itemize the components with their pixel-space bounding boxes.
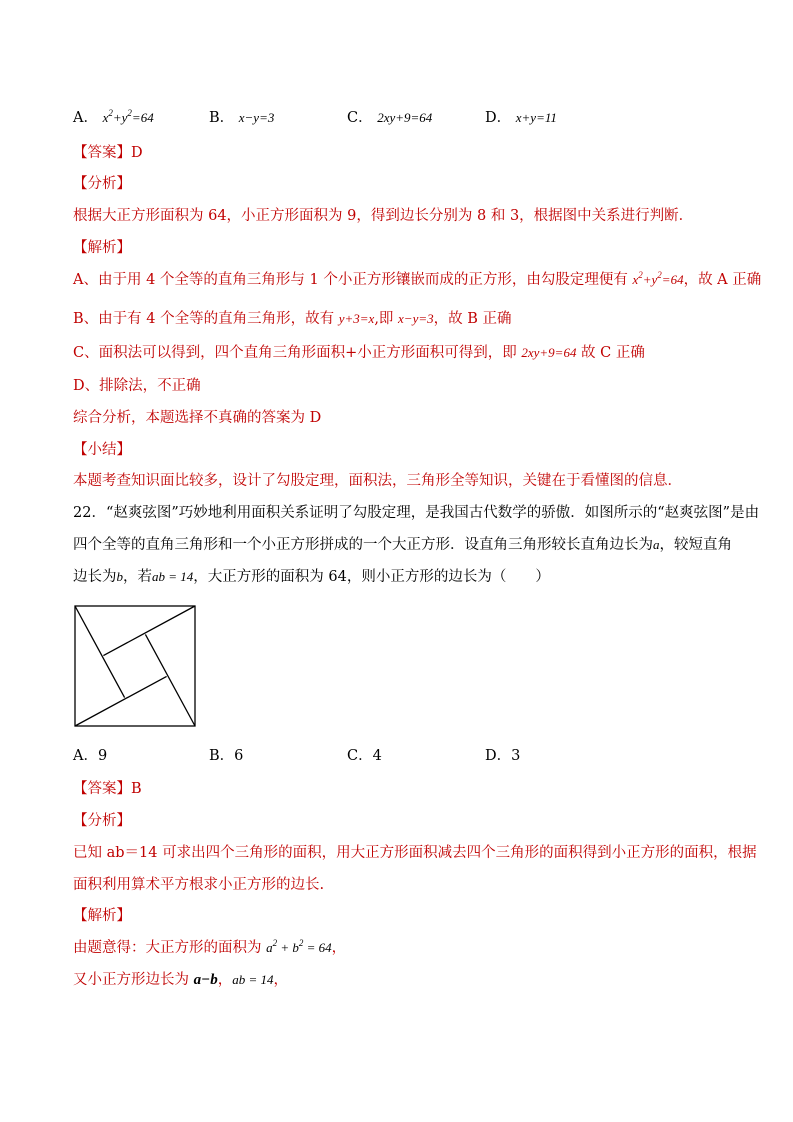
stem-condition: ab = 14	[152, 569, 194, 584]
q22-solution-line1	[73, 938, 346, 958]
outer-square	[75, 606, 195, 726]
q21-solution-c	[73, 343, 645, 363]
solution-math: ab = 14	[232, 972, 274, 987]
solution-math: $a^2 + b^2 = 64$	[266, 938, 332, 955]
q22-stem-line1: 22．“赵爽弦图”巧妙地利用面积关系证明了勾股定理，是我国古代数学的骄傲．如图所示的“赵爽弦图”是由	[73, 505, 760, 521]
q21-solution-b	[73, 309, 512, 329]
q21-solution-a	[73, 270, 761, 290]
q21-option-a	[73, 108, 154, 128]
option-letter: A．	[73, 748, 98, 764]
solution-text: ,即	[374, 311, 399, 327]
q21-summary-text: 本题考查知识面比较多，设计了勾股定理，面积法，三角形全等知识，关键在于看懂图的信息．	[73, 473, 682, 489]
q21-solution-d: D、排除法，不正确	[73, 378, 201, 394]
q21-answer	[73, 143, 143, 163]
triangle-edge	[75, 676, 167, 726]
solution-math: $x^2+y^2=64$	[632, 270, 684, 287]
q21-solution-label: 【解析】	[73, 240, 131, 256]
stem-text: ，大正方形的面积为 64，则小正方形的边长为（ ）	[193, 569, 550, 585]
stem-text: ，若	[123, 569, 152, 585]
option-text: 3	[511, 748, 521, 764]
q21-analysis-text: 根据大正方形面积为 64，小正方形面积为 9，得到边长分别为 8 和 3，根据图中关系进行判断．	[73, 208, 694, 224]
q22-option-d	[485, 746, 520, 766]
solution-text: ，故 B 正确	[433, 311, 512, 327]
q22-answer	[73, 779, 142, 799]
option-text: 9	[97, 748, 108, 764]
option-letter: D．	[485, 110, 512, 126]
answer-label: 【答案】	[73, 145, 131, 161]
solution-math-bold: a−b	[193, 972, 218, 988]
option-letter: C．	[347, 748, 373, 764]
q21-option-c	[347, 108, 432, 128]
triangle-edge	[75, 606, 125, 698]
q22-option-a	[73, 746, 107, 766]
option-letter: D．	[485, 748, 512, 764]
q21-conclusion: 综合分析，本题选择不真确的答案为 D	[73, 410, 322, 426]
stem-variable: a	[653, 537, 660, 552]
solution-text: 由题意得：大正方形的面积为	[73, 940, 267, 956]
solution-text: ，	[217, 972, 233, 988]
solution-text: 故 C 正确	[576, 345, 645, 361]
q22-stem-line3	[73, 567, 550, 587]
q22-analysis-line1: 已知 ab＝14 可求出四个三角形的面积，用大正方形面积减去四个三角形的面积得到小正方形的面积，根据	[73, 845, 757, 861]
solution-text: ，	[273, 972, 288, 988]
q22-analysis-line2: 面积利用算术平方根求小正方形的边长.	[73, 877, 325, 893]
q22-option-b	[209, 746, 243, 766]
solution-math: 2xy+9=64	[521, 345, 577, 360]
solution-text: 又小正方形边长为	[73, 972, 194, 988]
q22-solution-label: 【解析】	[73, 908, 131, 924]
solution-math: y+3=x	[338, 311, 375, 326]
option-text: 6	[234, 748, 244, 764]
q22-analysis-label: 【分析】	[73, 813, 131, 829]
solution-text: A、由于用 4 个全等的直角三角形与 1 个小正方形镶嵌而成的正方形，由勾股定理便有	[73, 272, 633, 288]
solution-text: ，	[331, 940, 347, 956]
q21-analysis-label: 【分析】	[73, 176, 131, 192]
q21-option-d	[485, 108, 557, 128]
stem-text: ，较短直角	[659, 537, 732, 553]
q22-solution-line2	[73, 970, 288, 990]
solution-text: ，故 A 正确	[683, 272, 762, 288]
q21-summary-label: 【小结】	[73, 442, 131, 458]
option-text: x+y=11	[515, 110, 557, 125]
stem-text: 边长为	[73, 569, 117, 585]
option-text: $x^2+y^2=64$	[102, 108, 154, 125]
answer-value: B	[131, 781, 142, 797]
solution-math: x−y=3	[398, 311, 434, 326]
solution-text: C、面积法可以得到，四个直角三角形面积+小正方形面积可得到，即	[73, 345, 522, 361]
q22-stem-line2	[73, 535, 732, 555]
stem-variable: b	[116, 569, 123, 584]
zhao-shuang-figure	[74, 605, 198, 729]
option-text: 4	[372, 748, 382, 764]
answer-label: 【答案】	[73, 781, 131, 797]
answer-value: D	[131, 145, 143, 161]
triangle-edge	[103, 606, 195, 656]
q22-option-c	[347, 746, 382, 766]
stem-text: 四个全等的直角三角形和一个小正方形拼成的一个大正方形．设直角三角形较长直角边长为	[73, 537, 653, 553]
option-letter: B．	[209, 110, 235, 126]
option-text: 2xy+9=64	[377, 110, 433, 125]
option-text: x−y=3	[238, 110, 275, 125]
option-letter: A．	[73, 110, 98, 126]
solution-text: B、由于有 4 个全等的直角三角形，故有	[73, 311, 339, 327]
option-letter: B．	[209, 748, 235, 764]
option-letter: C．	[347, 110, 373, 126]
triangle-edge	[145, 634, 195, 726]
q21-option-b	[209, 108, 274, 128]
